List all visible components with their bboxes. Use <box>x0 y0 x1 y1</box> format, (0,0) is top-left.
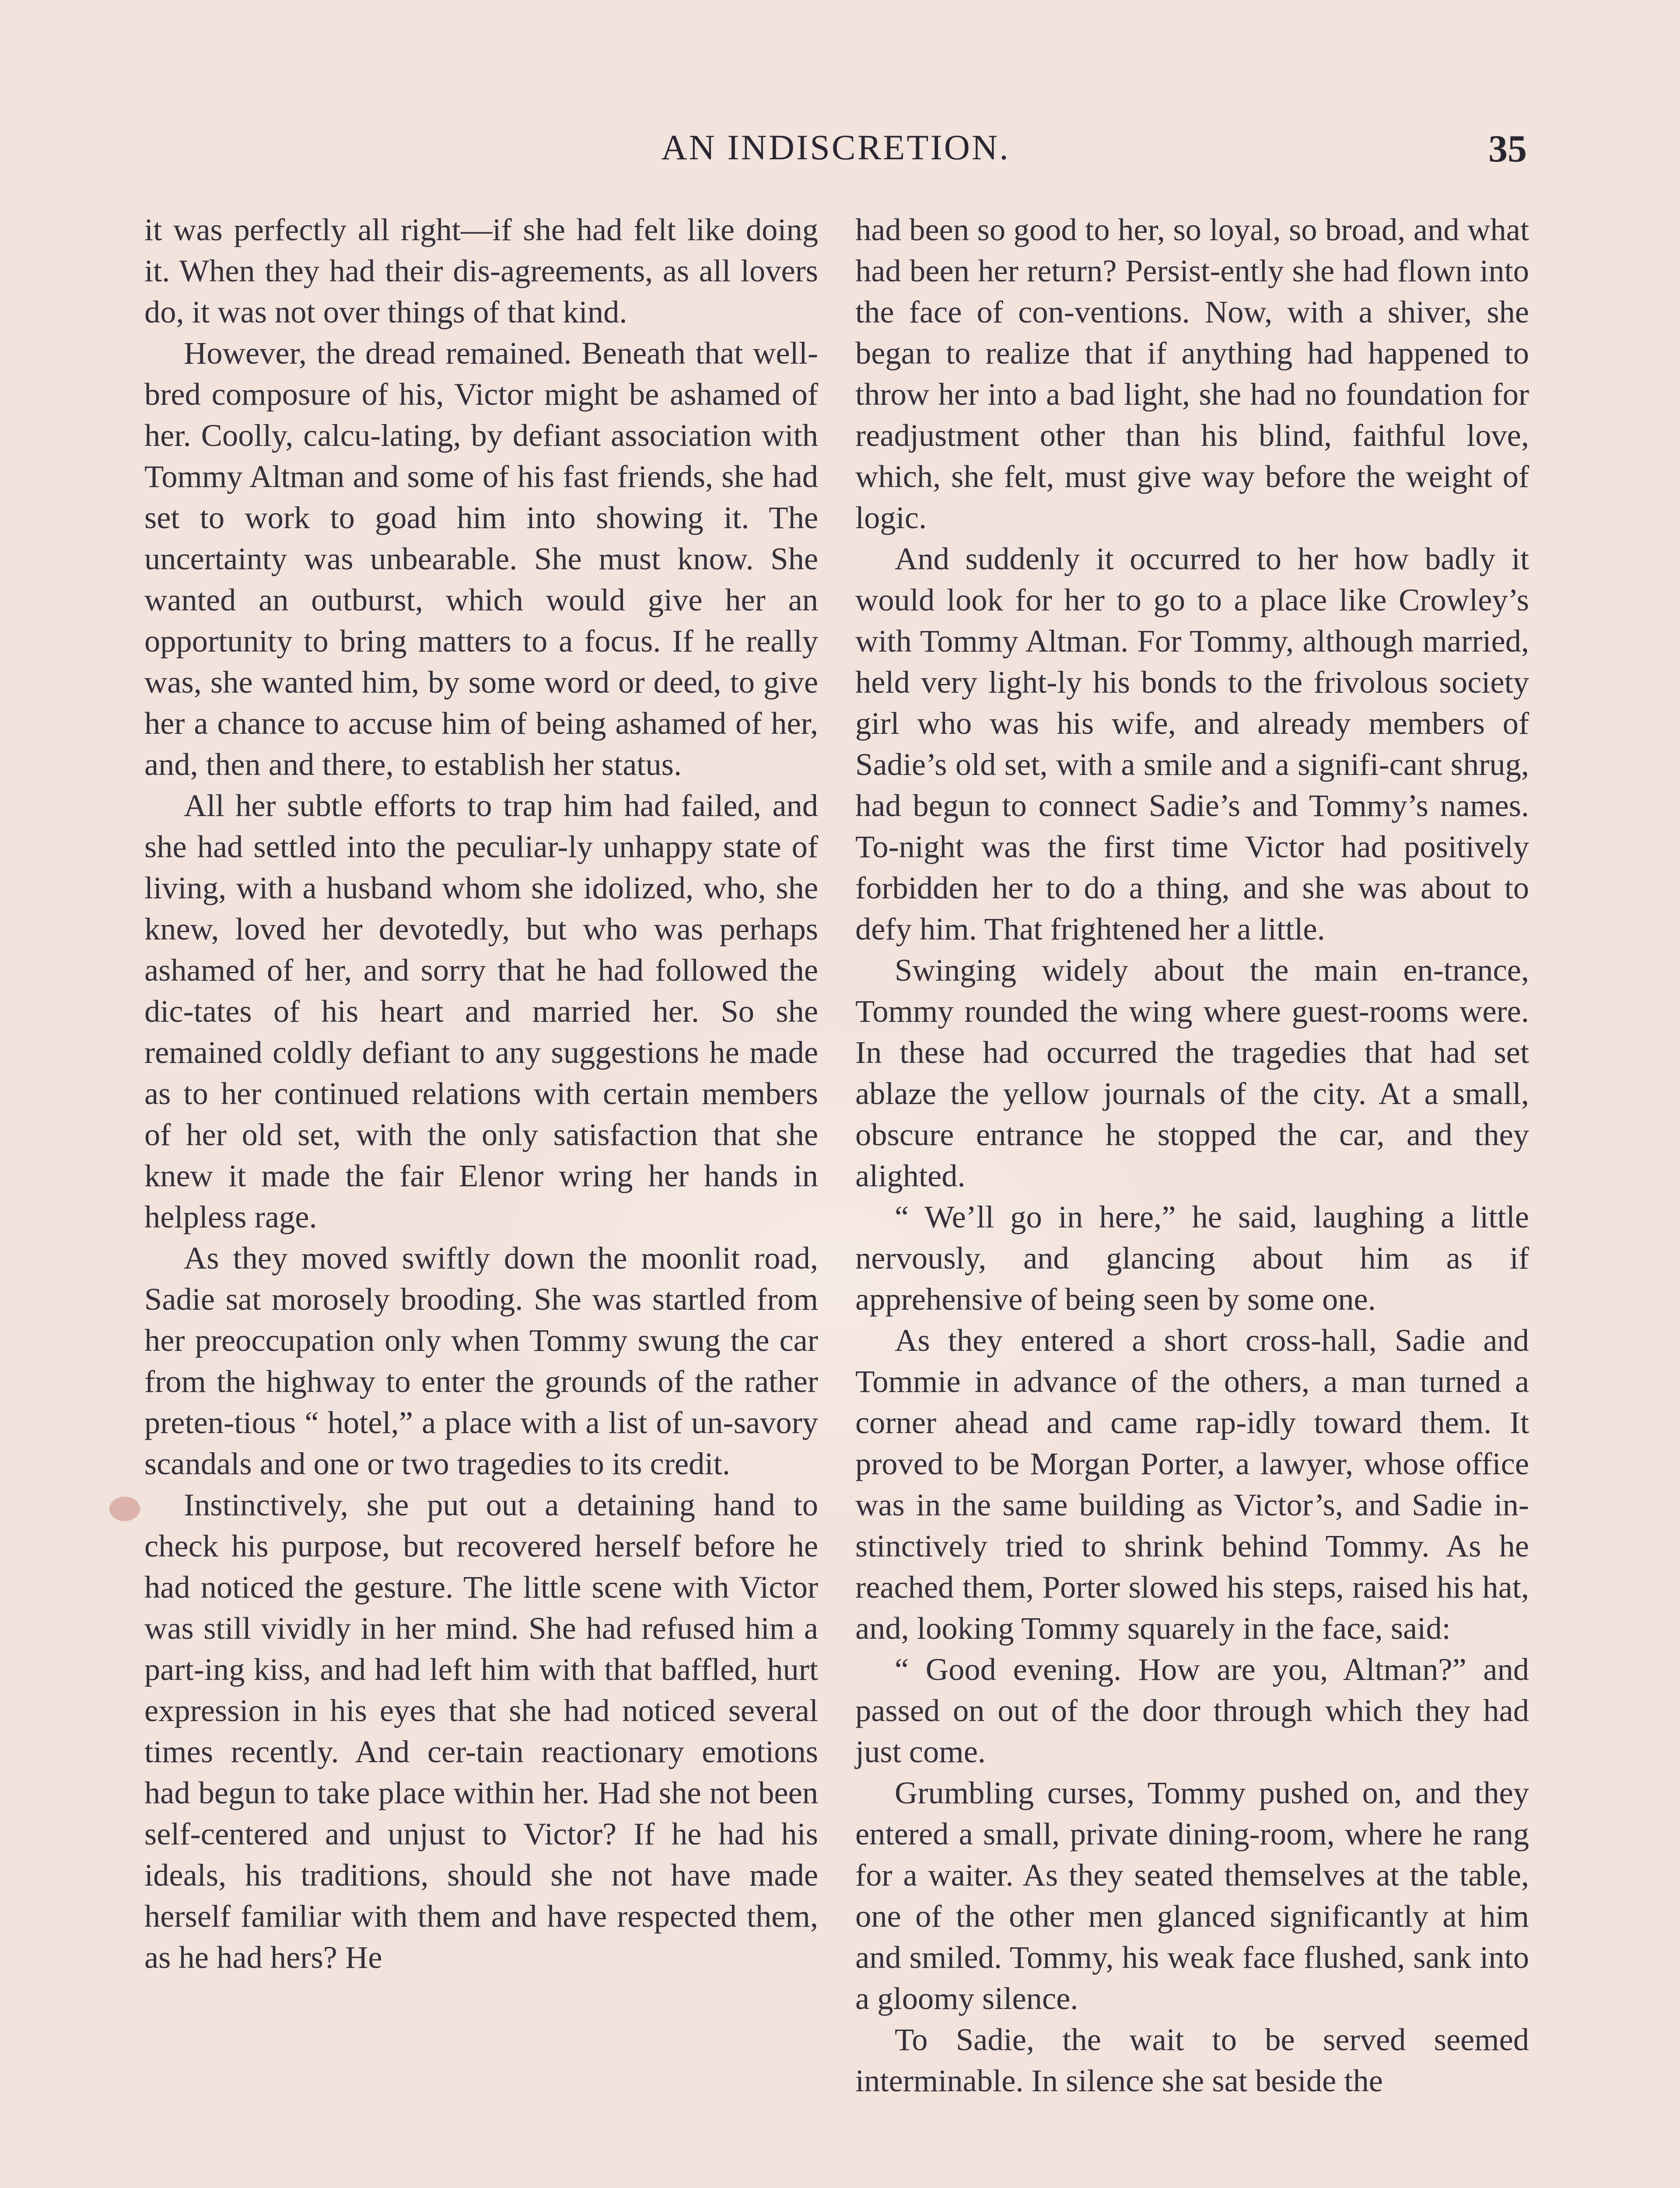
paragraph: As they moved swiftly down the moonlit road, Sadie sat morosely brooding. She was startled from her preoccupation only when Tommy swung the car from the highway to enter the grounds of the rather preten-tious “ hotel,” a place with a list of un-savory scandals and one or two tragedies to its credit. <box>144 1240 818 1481</box>
paragraph: And suddenly it occurred to her how badly it would look for her to go to a place like Crowley’s with Tommy Altman. For Tommy, although married, held very light-ly his bonds to the frivolous society girl who was his wife, and already members of Sadie’s old set, with a smile and a signifi-cant shrug, had begun to connect Sadie’s and Tommy’s names. To-night was the first time Victor had positively forbidden her to do a thing, and she was about to defy him. That frightened her a little. <box>855 541 1529 947</box>
paragraph: Grumbling curses, Tommy pushed on, and they entered a small, private dining-room, where he rang for a waiter. As they seated themselves at the table, one of the other men glanced significantly at him and smiled. Tommy, his weak face flushed, sank into a gloomy silence. <box>855 1775 1529 2016</box>
paragraph: All her subtle efforts to trap him had failed, and she had settled into the peculiar-ly unhappy state of living, with a husband whom she idolized, who, she knew, loved her devotedly, but who was perhaps ashamed of her, and sorry that he had followed the dic-tates of his heart and married her. So she remained coldly defiant to any suggestions he made as to her continued relations with certain members of her old set, with the only satisfaction that she knew it made the fair Elenor wring her hands in helpless rage. <box>144 788 818 1234</box>
paragraph: As they entered a short cross-hall, Sadie and Tommie in advance of the others, a man turned a corner ahead and came rap-idly toward them. It proved to be Morgan Porter, a lawyer, whose office was in the same building as Victor’s, and Sadie in-stinctively tried to shrink behind Tommy. As he reached them, Porter slowed his steps, raised his hat, and, looking Tommy squarely in the face, said: <box>855 1322 1529 1646</box>
paragraph: “ We’ll go in here,” he said, laughing a little nervously, and glancing about him as if apprehensive of being seen by some one. <box>855 1199 1529 1317</box>
paragraph: “ Good evening. How are you, Altman?” and passed on out of the door through which they had just come. <box>855 1652 1529 1769</box>
running-head: AN INDISCRETION. <box>661 127 1010 167</box>
right-column <box>855 209 1529 2101</box>
paragraph: Instinctively, she put out a detaining hand to check his purpose, but recovered herself before he had noticed the gesture. The little scene with Victor was still vividly in her mind. She had refused him a part-ing kiss, and had left him with that baffled, hurt expression in his eyes that she had noticed several times recently. And cer-tain reactionary emotions had begun to take place within her. Had she not been self-centered and unjust to Victor? If he had his ideals, his traditions, should she not have made herself familiar with them and have respected them, as he had hers? He <box>144 1487 818 1975</box>
page-number: 35 <box>1488 128 1527 170</box>
paragraph: it was perfectly all right—if she had felt like doing it. When they had their dis-agreements, as all lovers do, it was not over things of that kind. <box>144 212 818 330</box>
paragraph: To Sadie, the wait to be served seemed interminable. In silence she sat beside the <box>855 2022 1529 2098</box>
left-column <box>144 209 818 1978</box>
page-header <box>144 127 1527 179</box>
paragraph: had been so good to her, so loyal, so broad, and what had been her return? Persist-ently she had flown into the face of con-ventions. Now, with a shiver, she began to realize that if anything had happened to throw her into a bad light, she had no foundation for readjustment other than his blind, faithful love, which, she felt, must give way before the weight of logic. <box>855 212 1529 535</box>
paragraph: Swinging widely about the main en-trance, Tommy rounded the wing where guest-rooms were. In these had occurred the tragedies that had set ablaze the yellow journals of the city. At a small, obscure entrance he stopped the car, and they alighted. <box>855 952 1529 1193</box>
stain-mark <box>109 1497 140 1521</box>
paragraph: However, the dread remained. Beneath that well-bred composure of his, Victor might be ashamed of her. Coolly, calcu-lating, by defiant association with Tommy Altman and some of his fast friends, she had set to work to goad him into showing it. The uncertainty was unbearable. She must know. She wanted an outburst, which would give her an opportunity to bring matters to a focus. If he really was, she wanted him, by some word or deed, to give her a chance to accuse him of being ashamed of her, and, then and there, to establish her status. <box>144 335 818 782</box>
